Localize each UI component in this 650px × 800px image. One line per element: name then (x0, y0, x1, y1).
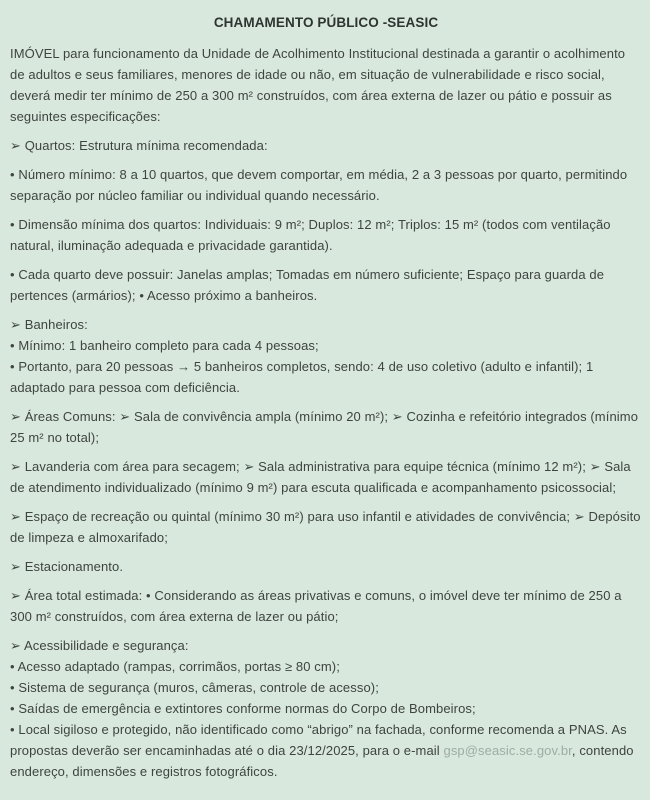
quartos-heading: ➢ Quartos: Estrutura mínima recomendada: (10, 138, 268, 153)
acessibilidade-bullet-saidas: • Saídas de emergência e extintores conforme normas do Corpo de Bombeiros; (10, 701, 476, 716)
acessibilidade-section (10, 635, 642, 782)
banheiros-heading: ➢ Banheiros: (10, 317, 88, 332)
recreacao-paragraph: ➢ Espaço de recreação ou quintal (mínimo 30 m²) para uso infantil e atividades de convivência; ➢ Depósito de limpeza e almoxarifado; (10, 509, 641, 545)
lavanderia-paragraph: ➢ Lavanderia com área para secagem; ➢ Sala administrativa para equipe técnica (mínimo 12 m²); ➢ Sala de atendimento individualizado (mínimo 9 m²) para escuta qualificada e acompanhamento psicossocial; (10, 459, 631, 495)
intro-paragraph: IMÓVEL para funcionamento da Unidade de Acolhimento Institucional destinada a garantir o acolhimento de adultos e seus familiares, menores de idade ou não, em situação de vulnerabilidade e risco social, deverá medir ter mínimo de 250 a 300 m² construídos, com área externa de lazer ou pátio e possuir as seguintes especificações: (10, 46, 626, 124)
acessibilidade-closing-paragraph (10, 719, 642, 782)
closing-text-before: • Local sigiloso e protegido, não identificado como “abrigo” na fachada, conforme recomenda a PNAS. As propostas deverão ser encaminhadas até o dia 23/12/2025, para o e-mail (10, 722, 627, 758)
estacionamento-paragraph: ➢ Estacionamento. (10, 559, 124, 574)
banheiros-bullet-portanto: • Portanto, para 20 pessoas → 5 banheiros completos, sendo: 4 de uso coletivo (adulto e infantil); 1 adaptado para pessoa com deficiência. (10, 359, 594, 395)
areas-comuns-paragraph: ➢ Áreas Comuns: ➢ Sala de convivência ampla (mínimo 20 m²); ➢ Cozinha e refeitório integrados (mínimo 25 m² no total); (10, 409, 639, 445)
quartos-bullet-cada-quarto: • Cada quarto deve possuir: Janelas amplas; Tomadas em número suficiente; Espaço para guarda de pertences (armários); • Acesso próximo a banheiros. (10, 267, 605, 303)
quartos-bullet-dimensao: • Dimensão mínima dos quartos: Individuais: 9 m²; Duplos: 12 m²; Triplos: 15 m² (todos com ventilação natural, iluminação adequada e privacidade garantida). (10, 217, 611, 253)
quartos-bullet-numero: • Número mínimo: 8 a 10 quartos, que devem comportar, em média, 2 a 3 pessoas por quarto, permitindo separação por núcleo familiar ou individual quando necessário. (10, 167, 628, 203)
closing-text-after: , contendo endereço, dimensões e registros fotográficos. (10, 743, 634, 779)
acessibilidade-heading: ➢ Acessibilidade e segurança: (10, 638, 189, 653)
banheiros-bullet-minimo: • Mínimo: 1 banheiro completo para cada 4 pessoas; (10, 338, 319, 353)
acessibilidade-bullet-acesso: • Acesso adaptado (rampas, corrimãos, portas ≥ 80 cm); (10, 659, 340, 674)
banheiros-section (10, 314, 642, 398)
page-title: CHAMAMENTO PÚBLICO -SEASIC (213, 15, 439, 30)
email-link[interactable]: gsp@seasic.se.gov.br (443, 743, 572, 758)
acessibilidade-bullet-sistema: • Sistema de segurança (muros, câmeras, controle de acesso); (10, 680, 379, 695)
area-total-paragraph: ➢ Área total estimada: • Considerando as áreas privativas e comuns, o imóvel deve ter mínimo de 250 a 300 m² construídos, com área externa de lazer ou pátio; (10, 588, 622, 624)
